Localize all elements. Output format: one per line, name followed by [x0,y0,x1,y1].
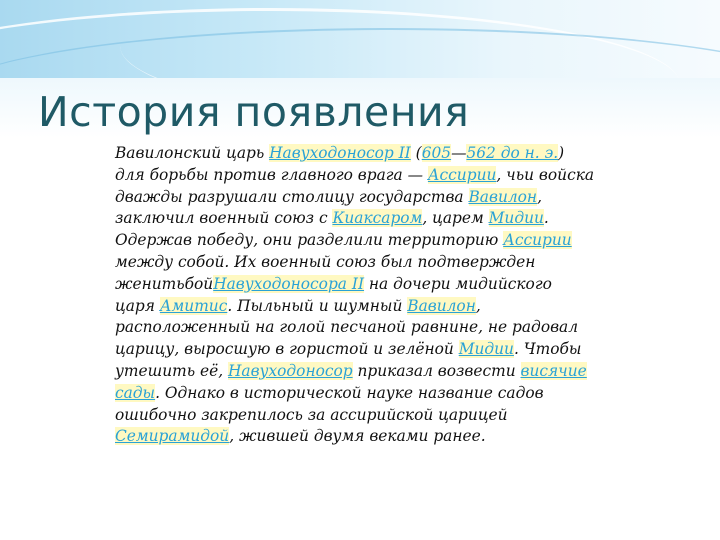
hyperlink[interactable]: Ассирии [503,231,572,250]
hyperlink[interactable]: Навуходоносор II [269,144,411,162]
text-segment: . Пыльный и шумный [227,296,408,315]
text-segment: ( [410,144,422,162]
hyperlink[interactable]: Навуходоносор [228,361,353,380]
text-segment: между собой. Их военный союз был подтвержден женитьбой [115,252,536,293]
text-segment: , жившей двумя веками ранее. [229,427,486,446]
hyperlink[interactable]: Мидии [488,209,544,228]
text-segment: — [451,144,467,162]
text-segment: . Чтобы утешить её, [115,340,582,380]
hyperlink[interactable]: Амитис [159,296,228,315]
hyperlink[interactable]: Семирамидой [115,427,230,446]
hyperlink[interactable]: Навуходоносора II [213,274,365,293]
text-segment: . [543,209,549,228]
text-segment: , чьи войска дважды разрушали столицу государства [115,165,595,206]
text-segment: Вавилонский царь [115,144,270,162]
hyperlink[interactable]: Вавилон [468,187,538,206]
text-segment: приказал возвести [352,361,521,380]
hyperlink[interactable]: Киаксаром [332,209,423,228]
text-segment: Одержав победу, они разделили территорию [115,231,504,250]
text-segment: . Однако в исторической науке название садов ошибочно закрепилось за ассирийской царицей [115,383,544,424]
text-segment: ) для борьбы против главного врага — [115,144,565,184]
text-segment: , расположенный на голой песчаной равнине, не радовал царицу, выросшую в гористой и зелёной [115,296,579,359]
text-segment: на дочери мидийского царя [115,274,552,315]
text-segment: , царем [422,209,489,228]
hyperlink[interactable]: 562 до н. э. [466,144,559,162]
header-decoration [0,0,720,78]
hyperlink[interactable]: Мидии [458,340,514,359]
slide-title: История появления [38,88,470,136]
hyperlink[interactable]: Вавилон [407,296,476,315]
hyperlink[interactable]: висячие сады [115,361,587,402]
hyperlink[interactable]: Ассирии [427,165,497,184]
hyperlink[interactable]: 605 [421,144,452,162]
text-segment: , заключил военный союз с [115,187,542,228]
slide-body-text [115,143,595,448]
